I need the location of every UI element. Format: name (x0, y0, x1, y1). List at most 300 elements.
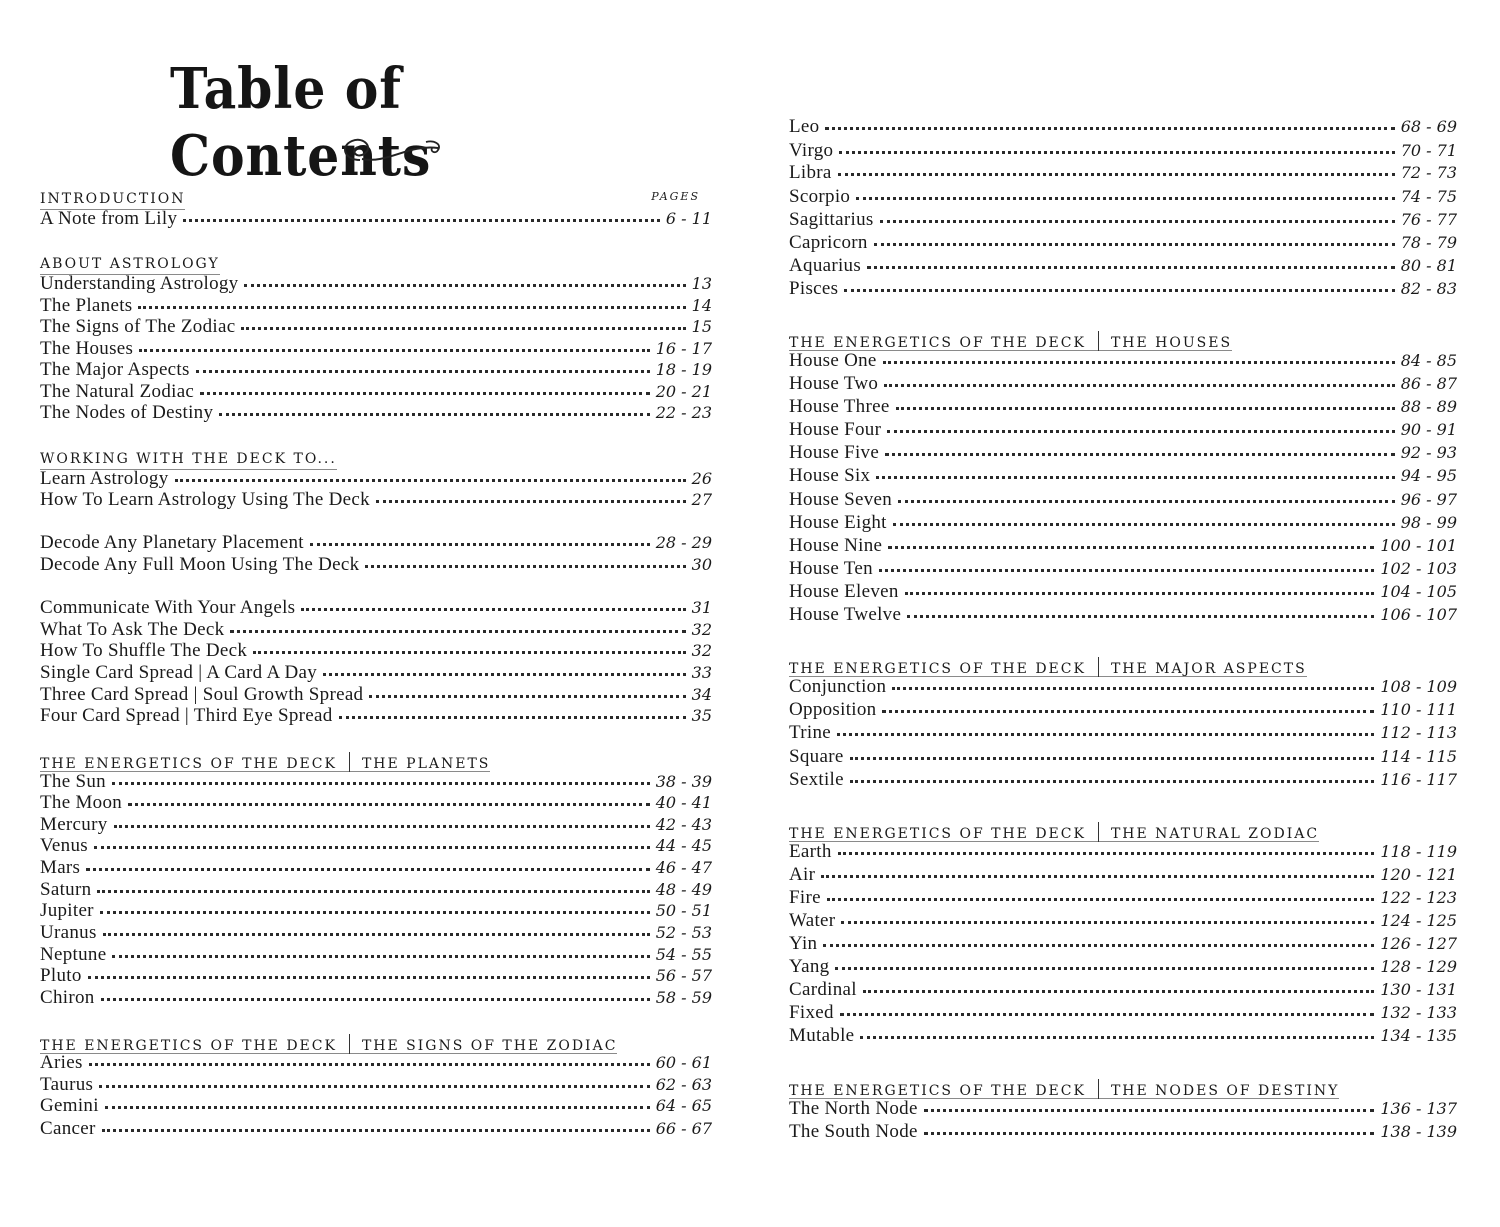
dot-leader (883, 351, 1395, 364)
entry-pages: 22 - 23 (655, 403, 712, 422)
toc-entry[interactable] (40, 857, 712, 879)
toc-entry[interactable] (789, 209, 1457, 231)
dot-leader (892, 677, 1374, 690)
entry-title: House Eleven (789, 581, 899, 602)
entry-pages: 78 - 79 (1400, 233, 1457, 252)
toc-entry[interactable] (789, 1025, 1457, 1047)
toc-entry[interactable] (40, 338, 712, 360)
dot-leader (825, 117, 1394, 130)
toc-entry[interactable] (40, 1074, 712, 1096)
dot-leader (844, 279, 1394, 292)
entry-title: Learn Astrology (40, 468, 169, 489)
toc-entry[interactable] (789, 1098, 1457, 1120)
dot-leader (863, 980, 1375, 993)
toc-entry[interactable] (40, 835, 712, 857)
toc-entry[interactable] (40, 922, 712, 944)
toc-entry[interactable] (789, 140, 1457, 162)
toc-entry[interactable] (40, 295, 712, 317)
dot-leader (882, 700, 1374, 713)
entry-pages: 74 - 75 (1400, 187, 1457, 206)
entry-pages: 98 - 99 (1400, 513, 1457, 532)
entry-title: Earth (789, 841, 832, 862)
toc-entry[interactable] (40, 640, 712, 662)
entry-pages: 30 (691, 555, 712, 574)
dot-leader (219, 403, 649, 416)
dot-leader (841, 911, 1374, 924)
entry-pages: 128 - 129 (1380, 957, 1457, 976)
flourish-ornament-icon (338, 134, 448, 166)
entry-title: The Sun (40, 771, 106, 792)
toc-entry[interactable] (40, 208, 712, 230)
dot-leader (898, 490, 1395, 503)
entry-pages: 104 - 105 (1380, 582, 1457, 601)
dot-leader (86, 858, 649, 871)
dot-leader (924, 1122, 1375, 1135)
entry-pages: 28 - 29 (655, 533, 712, 552)
dot-leader (821, 865, 1374, 878)
toc-entry[interactable] (789, 116, 1457, 138)
toc-entry[interactable] (789, 162, 1457, 184)
entry-pages: 88 - 89 (1400, 397, 1457, 416)
dot-leader (839, 141, 1394, 154)
section-subheader-text: THE PLANETS (361, 756, 491, 772)
entry-title: The Planets (40, 295, 133, 316)
entry-title: Mutable (789, 1025, 855, 1046)
dot-leader (112, 772, 650, 785)
entry-title: Venus (40, 835, 88, 856)
section-header (789, 657, 1307, 677)
entry-pages: 116 - 117 (1380, 770, 1457, 789)
entry-title: How To Learn Astrology Using The Deck (40, 489, 370, 510)
dot-leader (99, 1075, 649, 1088)
entry-title: Neptune (40, 944, 107, 965)
entry-title: Yin (789, 933, 818, 954)
entry-pages: 70 - 71 (1400, 141, 1457, 160)
section-header (789, 822, 1319, 842)
dot-leader (907, 605, 1374, 618)
entry-title: Virgo (789, 140, 834, 161)
entry-pages: 35 (691, 706, 712, 725)
entry-pages: 100 - 101 (1380, 536, 1457, 555)
entry-pages: 66 - 67 (655, 1119, 712, 1138)
toc-entry[interactable] (40, 402, 712, 424)
entry-title: Yang (789, 956, 830, 977)
entry-title: The Houses (40, 338, 134, 359)
dot-leader (850, 770, 1374, 783)
entry-pages: 14 (691, 296, 712, 315)
entry-title: Fire (789, 887, 821, 908)
toc-entry[interactable] (40, 1095, 712, 1117)
toc-entry[interactable] (789, 699, 1457, 721)
entry-title: Chiron (40, 987, 95, 1008)
entry-pages: 92 - 93 (1400, 443, 1457, 462)
dot-leader (376, 490, 686, 503)
entry-title: Pluto (40, 965, 82, 986)
dot-leader (860, 1026, 1374, 1039)
entry-title: Aquarius (789, 255, 862, 276)
toc-entry[interactable] (40, 532, 712, 554)
dot-leader (230, 620, 685, 633)
section-header-text: INTRODUCTION (40, 191, 186, 207)
toc-entry[interactable] (40, 1052, 712, 1074)
entry-pages: 52 - 53 (655, 923, 712, 942)
dot-leader (369, 685, 685, 698)
entry-pages: 72 - 73 (1400, 163, 1457, 182)
entry-title: Cancer (40, 1118, 96, 1139)
toc-entry[interactable] (40, 597, 712, 619)
header-divider (1098, 1079, 1099, 1099)
entry-pages: 58 - 59 (655, 988, 712, 1007)
entry-pages: 76 - 77 (1400, 210, 1457, 229)
entry-pages: 44 - 45 (655, 836, 712, 855)
toc-entry[interactable] (40, 965, 712, 987)
dot-leader (244, 274, 685, 287)
entry-title: Gemini (40, 1095, 99, 1116)
entry-pages: 82 - 83 (1400, 279, 1457, 298)
toc-entry[interactable] (40, 879, 712, 901)
toc-entry[interactable] (40, 944, 712, 966)
entry-pages: 90 - 91 (1400, 420, 1457, 439)
entry-pages: 56 - 57 (655, 966, 712, 985)
toc-entry[interactable] (789, 841, 1457, 863)
entry-title: The Signs of The Zodiac (40, 316, 236, 337)
toc-entry[interactable] (789, 186, 1457, 208)
entry-title: House Six (789, 465, 871, 486)
header-divider (1098, 331, 1099, 351)
entry-pages: 26 (691, 469, 712, 488)
entry-title: Four Card Spread | Third Eye Spread (40, 705, 333, 726)
dot-leader (905, 582, 1375, 595)
dot-leader (183, 209, 660, 222)
toc-entry[interactable] (789, 581, 1457, 603)
section-header-text: THE ENERGETICS OF THE DECK (40, 756, 337, 772)
entry-pages: 27 (691, 490, 712, 509)
entry-pages: 54 - 55 (655, 945, 712, 964)
dot-leader (827, 888, 1375, 901)
entry-pages: 86 - 87 (1400, 374, 1457, 393)
toc-entry[interactable] (789, 232, 1457, 254)
header-divider (1098, 657, 1099, 677)
entry-title: The Major Aspects (40, 359, 190, 380)
entry-pages: 122 - 123 (1380, 888, 1457, 907)
entry-pages: 20 - 21 (655, 382, 712, 401)
entry-pages: 112 - 113 (1380, 723, 1457, 742)
dot-leader (876, 466, 1394, 479)
entry-pages: 94 - 95 (1400, 466, 1457, 485)
dot-leader (112, 945, 649, 958)
dot-leader (100, 901, 650, 914)
dot-leader (896, 397, 1395, 410)
entry-title: House Four (789, 419, 882, 440)
dot-leader (838, 163, 1395, 176)
entry-pages: 130 - 131 (1380, 980, 1457, 999)
dot-leader (835, 957, 1374, 970)
toc-entry[interactable] (789, 535, 1457, 557)
entry-title: Conjunction (789, 676, 887, 697)
section-header (789, 1079, 1339, 1099)
toc-entry[interactable] (789, 979, 1457, 1001)
section-header-text: THE ENERGETICS OF THE DECK (789, 1083, 1086, 1099)
entry-title: Libra (789, 162, 832, 183)
toc-entry[interactable] (789, 558, 1457, 580)
dot-leader (884, 374, 1395, 387)
toc-entry[interactable] (40, 792, 712, 814)
entry-title: Water (789, 910, 836, 931)
dot-leader (139, 339, 649, 352)
entry-title: Fixed (789, 1002, 834, 1023)
toc-entry[interactable] (789, 512, 1457, 534)
dot-leader (823, 934, 1374, 947)
dot-leader (880, 210, 1395, 223)
section-header-text: WORKING WITH THE DECK TO... (40, 451, 337, 467)
dot-leader (885, 443, 1395, 456)
entry-title: Jupiter (40, 900, 94, 921)
toc-entry[interactable] (789, 887, 1457, 909)
entry-pages: 18 - 19 (655, 360, 712, 379)
section-header (40, 1034, 617, 1054)
dot-leader (97, 880, 649, 893)
section-header (40, 255, 220, 275)
entry-pages: 124 - 125 (1380, 911, 1457, 930)
toc-entry[interactable] (789, 910, 1457, 932)
toc-entry[interactable] (789, 864, 1457, 886)
entry-title: A Note from Lily (40, 208, 178, 229)
dot-leader (89, 1053, 650, 1066)
header-divider (349, 1034, 350, 1054)
entry-pages: 46 - 47 (655, 858, 712, 877)
entry-title: The Natural Zodiac (40, 381, 195, 402)
section-header-text: THE ENERGETICS OF THE DECK (789, 826, 1086, 842)
entry-pages: 32 (691, 641, 712, 660)
entry-pages: 106 - 107 (1380, 605, 1457, 624)
entry-title: House Three (789, 396, 890, 417)
dot-leader (128, 793, 650, 806)
toc-entry[interactable] (40, 359, 712, 381)
section-subheader-text: THE SIGNS OF THE ZODIAC (361, 1038, 618, 1054)
entry-title: Uranus (40, 922, 97, 943)
entry-pages: 34 (691, 685, 712, 704)
toc-entry[interactable] (40, 489, 712, 511)
pages-column-label: PAGES (651, 190, 700, 203)
dot-leader (856, 187, 1394, 200)
entry-pages: 15 (691, 317, 712, 336)
entry-title: Sextile (789, 769, 844, 790)
toc-entry[interactable] (789, 373, 1457, 395)
entry-title: The Nodes of Destiny (40, 402, 214, 423)
toc-entry[interactable] (40, 1118, 712, 1140)
section-header-text: THE ENERGETICS OF THE DECK (40, 1038, 337, 1054)
entry-pages: 31 (691, 598, 712, 617)
entry-pages: 38 - 39 (655, 772, 712, 791)
section-subheader-text: THE NODES OF DESTINY (1110, 1083, 1340, 1099)
entry-title: House Ten (789, 558, 873, 579)
entry-title: Pisces (789, 278, 839, 299)
entry-pages: 138 - 139 (1380, 1122, 1457, 1141)
toc-entry[interactable] (40, 619, 712, 641)
entry-title: What To Ask The Deck (40, 619, 225, 640)
entry-title: How To Shuffle The Deck (40, 640, 248, 661)
toc-entry[interactable] (40, 662, 712, 684)
section-header (40, 752, 490, 772)
dot-leader (94, 836, 650, 849)
left-page (40, 0, 712, 1227)
entry-pages: 60 - 61 (655, 1053, 712, 1072)
entry-pages: 6 - 11 (665, 209, 712, 228)
entry-title: Single Card Spread | A Card A Day (40, 662, 318, 683)
entry-pages: 132 - 133 (1380, 1003, 1457, 1022)
dot-leader (874, 233, 1395, 246)
toc-entry[interactable] (789, 746, 1457, 768)
dot-leader (101, 988, 650, 1001)
entry-pages: 110 - 111 (1380, 700, 1457, 719)
entry-title: The South Node (789, 1121, 918, 1142)
entry-pages: 16 - 17 (655, 339, 712, 358)
entry-title: House Twelve (789, 604, 902, 625)
entry-title: Scorpio (789, 186, 851, 207)
entry-pages: 114 - 115 (1380, 747, 1457, 766)
entry-title: Communicate With Your Angels (40, 597, 296, 618)
entry-title: Cardinal (789, 979, 857, 1000)
entry-title: Aries (40, 1052, 83, 1073)
toc-entry[interactable] (789, 350, 1457, 372)
entry-pages: 80 - 81 (1400, 256, 1457, 275)
toc-entry[interactable] (789, 1121, 1457, 1143)
toc-entry[interactable] (789, 465, 1457, 487)
entry-title: Three Card Spread | Soul Growth Spread (40, 684, 364, 705)
toc-entry[interactable] (40, 814, 712, 836)
dot-leader (138, 296, 685, 309)
entry-title: Trine (789, 722, 831, 743)
entry-pages: 120 - 121 (1380, 865, 1457, 884)
entry-title: Square (789, 746, 844, 767)
entry-title: Taurus (40, 1074, 94, 1095)
toc-entry[interactable] (789, 442, 1457, 464)
dot-leader (253, 641, 685, 654)
entry-pages: 118 - 119 (1380, 842, 1457, 861)
header-divider (349, 752, 350, 772)
entry-title: Mercury (40, 814, 108, 835)
dot-leader (114, 815, 650, 828)
dot-leader (887, 420, 1395, 433)
entry-pages: 32 (691, 620, 712, 639)
dot-leader (103, 923, 650, 936)
toc-entry[interactable] (40, 468, 712, 490)
entry-title: House Nine (789, 535, 883, 556)
dot-leader (200, 382, 650, 395)
dot-leader (924, 1099, 1375, 1112)
entry-pages: 136 - 137 (1380, 1099, 1457, 1118)
toc-entry[interactable] (40, 771, 712, 793)
page-title: Table of Contents (170, 56, 432, 190)
entry-pages: 102 - 103 (1380, 559, 1457, 578)
toc-entry[interactable] (789, 255, 1457, 277)
entry-title: Decode Any Planetary Placement (40, 532, 304, 553)
entry-pages: 126 - 127 (1380, 934, 1457, 953)
dot-leader (838, 842, 1375, 855)
toc-entry[interactable] (789, 956, 1457, 978)
toc-entry[interactable] (789, 489, 1457, 511)
entry-pages: 84 - 85 (1400, 351, 1457, 370)
entry-pages: 33 (691, 663, 712, 682)
entry-pages: 40 - 41 (655, 793, 712, 812)
entry-title: Leo (789, 116, 820, 137)
toc-entry[interactable] (789, 419, 1457, 441)
dot-leader (241, 317, 685, 330)
entry-title: Opposition (789, 699, 877, 720)
toc-entry[interactable] (789, 278, 1457, 300)
toc-entry[interactable] (789, 1002, 1457, 1024)
dot-leader (879, 559, 1374, 572)
toc-entry[interactable] (40, 684, 712, 706)
entry-pages: 68 - 69 (1400, 117, 1457, 136)
toc-entry[interactable] (789, 722, 1457, 744)
section-header-text: THE ENERGETICS OF THE DECK (789, 661, 1086, 677)
entry-pages: 50 - 51 (655, 901, 712, 920)
toc-entry[interactable] (40, 900, 712, 922)
dot-leader (893, 513, 1395, 526)
entry-title: House Eight (789, 512, 887, 533)
toc-entry[interactable] (40, 316, 712, 338)
toc-entry[interactable] (789, 676, 1457, 698)
dot-leader (888, 536, 1374, 549)
section-header (789, 331, 1232, 351)
dot-leader (840, 1003, 1375, 1016)
section-header (40, 190, 185, 210)
section-subheader-text: THE HOUSES (1110, 335, 1233, 351)
toc-entry[interactable] (40, 705, 712, 727)
entry-title: Air (789, 864, 816, 885)
entry-title: The North Node (789, 1098, 918, 1119)
dot-leader (196, 360, 650, 373)
dot-leader (301, 598, 685, 611)
entry-title: The Moon (40, 792, 123, 813)
toc-entry[interactable] (40, 273, 712, 295)
section-subheader-text: THE MAJOR ASPECTS (1110, 661, 1307, 677)
dot-leader (850, 747, 1375, 760)
section-header (40, 450, 337, 470)
entry-title: House Five (789, 442, 880, 463)
entry-title: Saturn (40, 879, 92, 900)
dot-leader (323, 663, 686, 676)
dot-leader (310, 533, 650, 546)
toc-entry[interactable] (40, 987, 712, 1009)
section-header-text: THE ENERGETICS OF THE DECK (789, 335, 1086, 351)
toc-entry[interactable] (789, 396, 1457, 418)
toc-entry[interactable] (789, 604, 1457, 626)
dot-leader (88, 966, 650, 979)
section-subheader-text: THE NATURAL ZODIAC (1110, 826, 1320, 842)
toc-entry[interactable] (40, 554, 712, 576)
dot-leader (175, 469, 686, 482)
toc-entry[interactable] (789, 933, 1457, 955)
entry-title: House Two (789, 373, 879, 394)
entry-title: Understanding Astrology (40, 273, 239, 294)
dot-leader (365, 555, 685, 568)
toc-entry[interactable] (40, 381, 712, 403)
entry-pages: 134 - 135 (1380, 1026, 1457, 1045)
entry-pages: 13 (691, 274, 712, 293)
entry-pages: 96 - 97 (1400, 490, 1457, 509)
toc-entry[interactable] (789, 769, 1457, 791)
entry-title: Sagittarius (789, 209, 874, 230)
entry-pages: 64 - 65 (655, 1096, 712, 1115)
entry-pages: 42 - 43 (655, 815, 712, 834)
entry-title: House One (789, 350, 877, 371)
entry-title: Decode Any Full Moon Using The Deck (40, 554, 360, 575)
right-page (789, 0, 1457, 1227)
section-header-text: ABOUT ASTROLOGY (40, 256, 220, 272)
entry-pages: 48 - 49 (655, 880, 712, 899)
